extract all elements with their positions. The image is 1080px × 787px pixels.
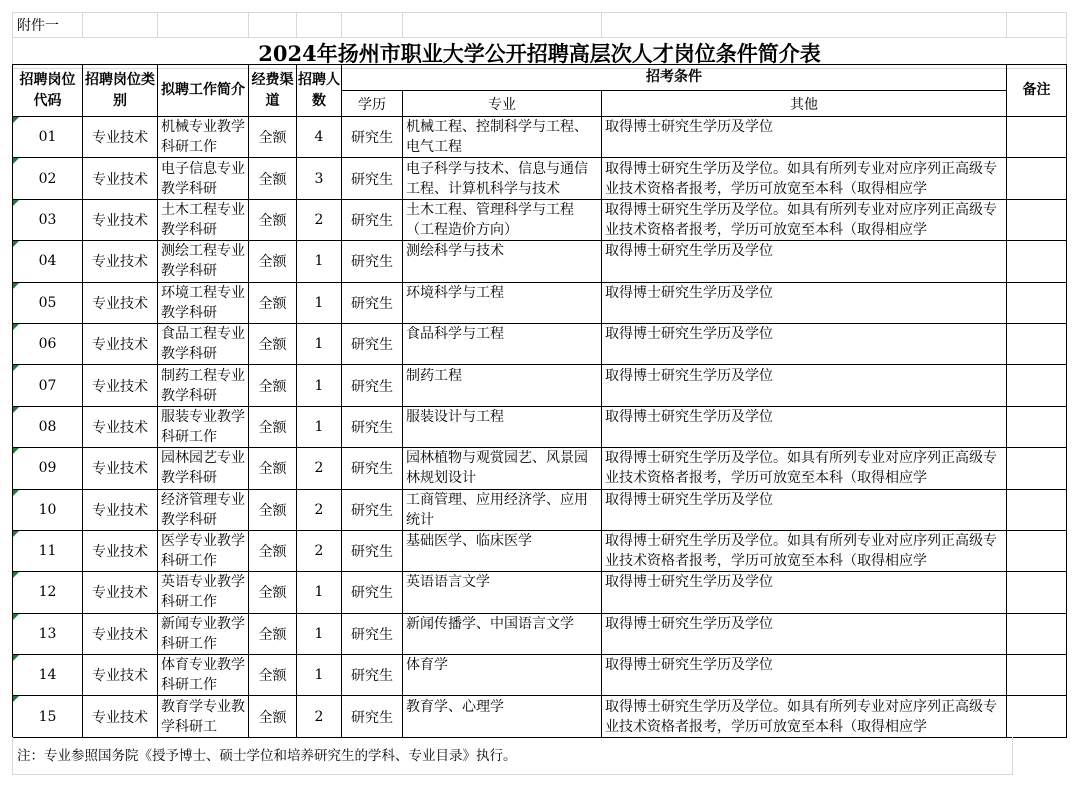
cell-count[interactable]: 1 (297, 655, 342, 696)
table-row (13, 530, 1067, 571)
cell-code[interactable]: 04 (13, 241, 83, 282)
cell-indicator-icon (13, 324, 19, 330)
table-row (13, 241, 1067, 282)
empty-cell[interactable] (249, 13, 297, 38)
cell-major-text: 园林植物与观赏园艺、风景园林规划设计 (406, 450, 588, 487)
cell-code[interactable]: 07 (13, 365, 83, 406)
cell-work[interactable] (158, 448, 249, 489)
cell-funding[interactable]: 全额 (249, 241, 297, 282)
header-grid (12, 12, 1067, 69)
cell-category[interactable]: 专业技术 (83, 696, 158, 737)
table-row (13, 158, 1067, 199)
cell-other-text: 取得博士研究生学历及学位 (605, 615, 773, 632)
cell-other[interactable] (602, 530, 1007, 571)
cell-category[interactable]: 专业技术 (83, 323, 158, 364)
cell-other[interactable] (602, 489, 1007, 530)
cell-major-text: 土木工程、管理科学与工程（工程造价方向） (406, 201, 574, 238)
cell-indicator-icon (13, 407, 19, 413)
cell-major-text: 体育学 (406, 657, 448, 674)
cell-work-text: 英语专业教学科研工作 (161, 574, 245, 611)
cell-code[interactable]: 15 (13, 696, 83, 737)
cell-code[interactable]: 08 (13, 406, 83, 447)
cell-remarks[interactable] (1007, 696, 1067, 737)
cell-indicator-icon (13, 572, 19, 578)
cell-major-text: 制药工程 (406, 367, 462, 384)
cell-indicator-icon (13, 696, 19, 702)
cell-indicator-icon (13, 490, 19, 496)
cell-education[interactable]: 研究生 (342, 489, 403, 530)
cell-count[interactable]: 1 (297, 572, 342, 613)
header-other: 其他 (602, 91, 1007, 117)
cell-work[interactable] (158, 489, 249, 530)
cell-major-text: 新闻传播学、中国语言文学 (406, 615, 574, 632)
cell-major[interactable] (403, 406, 602, 447)
cell-remarks[interactable] (1007, 448, 1067, 489)
empty-cell[interactable] (602, 13, 1007, 38)
cell-work-text: 食品工程专业教学科研 (161, 326, 245, 363)
cell-code[interactable]: 05 (13, 282, 83, 323)
cell-work[interactable] (158, 572, 249, 613)
cell-major[interactable] (403, 696, 602, 737)
cell-other-text: 取得博士研究生学历及学位 (605, 574, 773, 591)
header-remarks: 备注 (1007, 65, 1067, 117)
empty-cell[interactable] (83, 13, 158, 38)
cell-other-text: 取得博士研究生学历及学位。如具有所列专业对应序列正高级专业技术资格者报考，学历可放宽至本科（取得相应学 (605, 698, 997, 735)
header-conditions: 招考条件 (342, 65, 1007, 91)
cell-other-text: 取得博士研究生学历及学位。如具有所列专业对应序列正高级专业技术资格者报考，学历可放宽至本科（取得相应学 (605, 450, 997, 487)
table-row (13, 572, 1067, 613)
cell-count[interactable]: 2 (297, 530, 342, 571)
cell-major[interactable] (403, 448, 602, 489)
cell-other[interactable] (602, 406, 1007, 447)
table-row (13, 406, 1067, 447)
cell-major[interactable] (403, 613, 602, 654)
cell-education[interactable]: 研究生 (342, 696, 403, 737)
cell-work[interactable] (158, 696, 249, 737)
cell-category[interactable]: 专业技术 (83, 406, 158, 447)
cell-category[interactable]: 专业技术 (83, 365, 158, 406)
cell-other[interactable] (602, 158, 1007, 199)
cell-category[interactable]: 专业技术 (83, 158, 158, 199)
cell-category[interactable]: 专业技术 (83, 199, 158, 240)
empty-cell[interactable] (158, 13, 249, 38)
cell-remarks[interactable] (1007, 282, 1067, 323)
cell-code[interactable]: 13 (13, 613, 83, 654)
cell-count[interactable]: 1 (297, 613, 342, 654)
cell-funding[interactable]: 全额 (249, 489, 297, 530)
cell-work-text: 土木工程专业教学科研 (161, 201, 245, 238)
cell-indicator-icon (13, 158, 19, 164)
cell-major[interactable] (403, 489, 602, 530)
empty-cell[interactable] (1007, 13, 1067, 38)
cell-funding[interactable]: 全额 (249, 282, 297, 323)
cell-other-text: 取得博士研究生学历及学位 (605, 243, 773, 260)
cell-other-text: 取得博士研究生学历及学位 (605, 326, 773, 343)
cell-other-text: 取得博士研究生学历及学位 (605, 284, 773, 301)
cell-education[interactable]: 研究生 (342, 655, 403, 696)
cell-category[interactable]: 专业技术 (83, 282, 158, 323)
positions-table (12, 64, 1067, 738)
cell-other[interactable] (602, 572, 1007, 613)
cell-funding[interactable]: 全额 (249, 655, 297, 696)
cell-major[interactable] (403, 572, 602, 613)
header-education: 学历 (342, 91, 403, 117)
cell-funding[interactable]: 全额 (249, 365, 297, 406)
cell-work-text: 服装专业教学科研工作 (161, 408, 245, 445)
cell-remarks[interactable] (1007, 117, 1067, 158)
cell-funding[interactable]: 全额 (249, 158, 297, 199)
table-row (13, 448, 1067, 489)
table-row (13, 365, 1067, 406)
table-row (13, 696, 1067, 737)
cell-other-text: 取得博士研究生学历及学位 (605, 657, 773, 674)
header-code: 招聘岗位代码 (13, 65, 83, 117)
cell-category[interactable]: 专业技术 (83, 613, 158, 654)
empty-cell[interactable] (403, 13, 602, 38)
table-title: 2024年扬州市职业大学公开招聘高层次人才岗位条件简介表 (13, 38, 1067, 69)
cell-major-text: 机械工程、控制科学与工程、电气工程 (406, 119, 588, 156)
cell-work[interactable] (158, 199, 249, 240)
cell-category[interactable]: 专业技术 (83, 117, 158, 158)
cell-indicator-icon (13, 448, 19, 454)
cell-category[interactable]: 专业技术 (83, 241, 158, 282)
cell-major[interactable] (403, 241, 602, 282)
cell-major[interactable] (403, 655, 602, 696)
table-row (13, 613, 1067, 654)
cell-major[interactable] (403, 117, 602, 158)
cell-other[interactable] (602, 613, 1007, 654)
cell-count[interactable]: 2 (297, 696, 342, 737)
cell-work-text: 医学专业教学科研工作 (161, 533, 245, 570)
cell-indicator-icon (13, 117, 19, 123)
cell-work[interactable] (158, 365, 249, 406)
cell-major-text: 环境科学与工程 (406, 284, 504, 301)
annex-label: 附件一 (13, 13, 83, 38)
cell-other[interactable] (602, 117, 1007, 158)
cell-funding[interactable]: 全额 (249, 572, 297, 613)
header-work: 拟聘工作简介 (158, 65, 249, 117)
cell-major[interactable] (403, 282, 602, 323)
cell-work[interactable] (158, 117, 249, 158)
cell-count[interactable]: 2 (297, 199, 342, 240)
cell-work[interactable] (158, 406, 249, 447)
cell-code[interactable]: 06 (13, 323, 83, 364)
cell-remarks[interactable] (1007, 365, 1067, 406)
table-row (13, 199, 1067, 240)
cell-work-text: 测绘工程专业教学科研 (161, 243, 245, 280)
cell-major[interactable] (403, 365, 602, 406)
cell-indicator-icon (13, 283, 19, 289)
cell-education[interactable]: 研究生 (342, 572, 403, 613)
cell-remarks[interactable] (1007, 199, 1067, 240)
cell-funding[interactable]: 全额 (249, 117, 297, 158)
cell-education[interactable]: 研究生 (342, 282, 403, 323)
header-count: 招聘人数 (297, 65, 342, 117)
cell-work-text: 制药工程专业教学科研 (161, 367, 245, 404)
cell-other[interactable] (602, 241, 1007, 282)
cell-indicator-icon (13, 531, 19, 537)
cell-funding[interactable]: 全额 (249, 199, 297, 240)
cell-education[interactable]: 研究生 (342, 448, 403, 489)
cell-other[interactable] (602, 655, 1007, 696)
cell-count[interactable]: 1 (297, 282, 342, 323)
cell-other-text: 取得博士研究生学历及学位 (605, 408, 773, 425)
table-row (13, 282, 1067, 323)
cell-remarks[interactable] (1007, 572, 1067, 613)
cell-major-text: 教育学、心理学 (406, 698, 504, 715)
cell-remarks[interactable] (1007, 406, 1067, 447)
cell-major-text: 工商管理、应用经济学、应用统计 (406, 491, 588, 528)
cell-work-text: 新闻专业教学科研工作 (161, 615, 245, 652)
cell-other-text: 取得博士研究生学历及学位。如具有所列专业对应序列正高级专业技术资格者报考，学历可放宽至本科（取得相应学 (605, 201, 997, 238)
cell-education[interactable]: 研究生 (342, 323, 403, 364)
cell-remarks[interactable] (1007, 613, 1067, 654)
cell-education[interactable]: 研究生 (342, 158, 403, 199)
cell-remarks[interactable] (1007, 158, 1067, 199)
cell-funding[interactable]: 全额 (249, 696, 297, 737)
cell-work-text: 机械专业教学科研工作 (161, 119, 245, 156)
cell-other-text: 取得博士研究生学历及学位。如具有所列专业对应序列正高级专业技术资格者报考，学历可放宽至本科（取得相应学 (605, 160, 997, 197)
cell-work[interactable] (158, 655, 249, 696)
cell-other-text: 取得博士研究生学历及学位 (605, 119, 773, 136)
cell-code[interactable]: 02 (13, 158, 83, 199)
footnote: 注：专业参照国务院《授予博士、硕士学位和培养研究生的学科、专业目录》执行。 (12, 737, 1013, 775)
cell-remarks[interactable] (1007, 489, 1067, 530)
cell-work[interactable] (158, 282, 249, 323)
cell-category[interactable]: 专业技术 (83, 655, 158, 696)
cell-major[interactable] (403, 530, 602, 571)
cell-code[interactable]: 14 (13, 655, 83, 696)
cell-count[interactable]: 1 (297, 406, 342, 447)
cell-work[interactable] (158, 613, 249, 654)
cell-work[interactable] (158, 323, 249, 364)
empty-cell[interactable] (297, 13, 342, 38)
cell-other[interactable] (602, 323, 1007, 364)
header-funding: 经费渠道 (249, 65, 297, 117)
cell-work-text: 园林园艺专业教学科研 (161, 450, 245, 487)
cell-remarks[interactable] (1007, 655, 1067, 696)
cell-other[interactable] (602, 282, 1007, 323)
cell-education[interactable]: 研究生 (342, 365, 403, 406)
cell-funding[interactable]: 全额 (249, 530, 297, 571)
cell-remarks[interactable] (1007, 323, 1067, 364)
cell-category[interactable]: 专业技术 (83, 489, 158, 530)
cell-work-text: 电子信息专业教学科研 (161, 160, 245, 197)
cell-remarks[interactable] (1007, 241, 1067, 282)
cell-major-text: 基础医学、临床医学 (406, 533, 532, 550)
cell-other[interactable] (602, 365, 1007, 406)
cell-education[interactable]: 研究生 (342, 530, 403, 571)
cell-code[interactable]: 10 (13, 489, 83, 530)
cell-major-text: 食品科学与工程 (406, 326, 504, 343)
cell-other[interactable] (602, 448, 1007, 489)
cell-work-text: 体育专业教学科研工作 (161, 657, 245, 694)
cell-count[interactable]: 1 (297, 241, 342, 282)
cell-code[interactable]: 11 (13, 530, 83, 571)
table-body (13, 117, 1067, 738)
cell-category[interactable]: 专业技术 (83, 572, 158, 613)
cell-other-text: 取得博士研究生学历及学位 (605, 491, 773, 508)
cell-other-text: 取得博士研究生学历及学位 (605, 367, 773, 384)
cell-count[interactable]: 1 (297, 323, 342, 364)
cell-major[interactable] (403, 323, 602, 364)
cell-category[interactable]: 专业技术 (83, 448, 158, 489)
cell-code[interactable]: 03 (13, 199, 83, 240)
cell-funding[interactable]: 全额 (249, 323, 297, 364)
cell-other[interactable] (602, 696, 1007, 737)
cell-education[interactable]: 研究生 (342, 613, 403, 654)
table-row (13, 117, 1067, 158)
cell-major[interactable] (403, 158, 602, 199)
cell-major-text: 英语语言文学 (406, 574, 490, 591)
table-row (13, 489, 1067, 530)
cell-indicator-icon (13, 200, 19, 206)
table-row (13, 655, 1067, 696)
cell-work[interactable] (158, 241, 249, 282)
cell-count[interactable]: 3 (297, 158, 342, 199)
cell-work-text: 教育学专业教学科研工 (161, 698, 245, 735)
cell-indicator-icon (13, 365, 19, 371)
cell-indicator-icon (13, 241, 19, 247)
cell-work[interactable] (158, 158, 249, 199)
cell-major[interactable] (403, 199, 602, 240)
table-row (13, 323, 1067, 364)
cell-major-text: 电子科学与技术、信息与通信工程、计算机科学与技术 (406, 160, 588, 197)
cell-funding[interactable]: 全额 (249, 613, 297, 654)
cell-count[interactable]: 4 (297, 117, 342, 158)
empty-cell[interactable] (342, 13, 403, 38)
cell-count[interactable]: 2 (297, 448, 342, 489)
header-category: 招聘岗位类别 (83, 65, 158, 117)
cell-indicator-icon (13, 655, 19, 661)
cell-major-text: 服装设计与工程 (406, 408, 504, 425)
cell-education[interactable]: 研究生 (342, 199, 403, 240)
cell-funding[interactable]: 全额 (249, 406, 297, 447)
cell-category[interactable]: 专业技术 (83, 530, 158, 571)
cell-other[interactable] (602, 199, 1007, 240)
cell-work-text: 环境工程专业教学科研 (161, 284, 245, 321)
cell-indicator-icon (13, 614, 19, 620)
cell-code[interactable]: 01 (13, 117, 83, 158)
cell-funding[interactable]: 全额 (249, 448, 297, 489)
cell-education[interactable]: 研究生 (342, 241, 403, 282)
cell-code[interactable]: 09 (13, 448, 83, 489)
cell-education[interactable]: 研究生 (342, 406, 403, 447)
cell-work-text: 经济管理专业教学科研 (161, 491, 245, 528)
cell-count[interactable]: 2 (297, 489, 342, 530)
cell-remarks[interactable] (1007, 530, 1067, 571)
header-major: 专业 (403, 91, 602, 117)
cell-education[interactable]: 研究生 (342, 117, 403, 158)
cell-count[interactable]: 1 (297, 365, 342, 406)
cell-work[interactable] (158, 530, 249, 571)
cell-code[interactable]: 12 (13, 572, 83, 613)
cell-other-text: 取得博士研究生学历及学位。如具有所列专业对应序列正高级专业技术资格者报考，学历可放宽至本科（取得相应学 (605, 533, 997, 570)
cell-major-text: 测绘科学与技术 (406, 243, 504, 260)
